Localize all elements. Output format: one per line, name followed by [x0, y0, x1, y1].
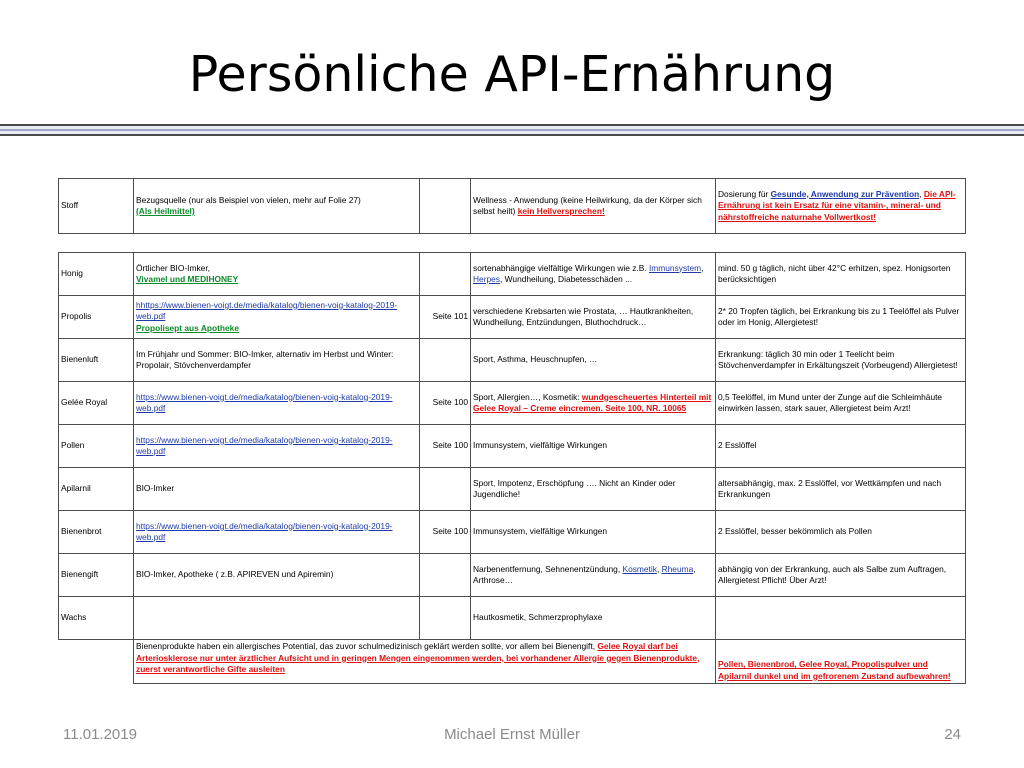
- cell-seite: [420, 554, 471, 597]
- link-herpes[interactable]: Herpes: [473, 274, 500, 284]
- cell-seite: [420, 339, 471, 382]
- table-row-pollen: [59, 425, 966, 468]
- cell-bezug: BIO-Imker: [134, 468, 420, 511]
- header-dosierung-red: Die API-Ernährung ist kein Ersatz für eine vitamin-, mineral- und nährstoffreiche naturnahe Vollwertkost!: [718, 188, 956, 222]
- header-wellness-text: Wellness - Anwendung (keine Heilwirkung, da der Körper sich selbst heilt): [473, 194, 702, 216]
- cell-wellness: Immunsystem, vielfältige Wirkungen: [471, 511, 716, 554]
- cell-aufbewahrung: [716, 640, 966, 684]
- catalog-link[interactable]: https://www.bienen-voigt.de/media/katalog/bienen-voig-katalog-2019-web.pdf: [136, 520, 393, 542]
- header-bezug-text: Bezugsquelle (nur als Beispiel von vielen, mehr auf Folie 27): [136, 194, 361, 205]
- wellness-sep: ,: [656, 563, 662, 574]
- cell-seite: Seite 101: [420, 296, 471, 339]
- cell-seite: [420, 468, 471, 511]
- table-row-apilarnil: [59, 468, 966, 511]
- cell-bezug: [134, 253, 420, 296]
- table-row-wachs: [59, 597, 966, 640]
- bezug-green-link[interactable]: Propolisept aus Apotheke: [136, 322, 239, 333]
- header-wellness: [471, 179, 716, 234]
- table-row-propolis: [59, 296, 966, 339]
- title-divider: [0, 124, 1024, 136]
- cell-dosierung: 2* 20 Tropfen täglich, bei Erkrankung bis zu 1 Teelöffel als Pulver oder im Honig, Allergietest!: [716, 296, 966, 339]
- header-dosierung-sep: ,: [919, 188, 924, 199]
- hinweis-text: Bienenprodukte haben ein allergisches Potential, das zuvor schulmedizinisch geklärt werden sollte, vor allem bei Bienengift,: [136, 641, 598, 651]
- footer-date: 11.01.2019: [63, 726, 137, 743]
- footer-page-number: 24: [944, 726, 961, 743]
- cell-wellness: Hautkosmetik, Schmerzprophylaxe: [471, 597, 716, 640]
- cell-seite: [420, 597, 471, 640]
- cell-seite: Seite 100: [420, 425, 471, 468]
- table-row-hinweis: [59, 640, 966, 684]
- cell-bezug: [134, 597, 420, 640]
- wellness-text: Narbenentfernung, Sehnenentzündung,: [473, 563, 623, 574]
- catalog-link[interactable]: hhttps://www.bienen-voigt.de/media/katalog/bienen-voig-katalog-2019-web.pdf: [136, 299, 398, 322]
- cell-dosierung: 2 Esslöffel: [716, 425, 966, 468]
- cell-empty: [59, 640, 134, 684]
- wellness-text: Sport, Allergien…, Kosmetik:: [473, 391, 582, 402]
- cell-bezug: Im Frühjahr und Sommer: BIO-Imker, alternativ im Herbst und Winter: Propolair, Stövchenverdampfer: [134, 339, 420, 382]
- cell-stoff: Wachs: [59, 597, 134, 640]
- link-kosmetik[interactable]: Kosmetik: [622, 563, 657, 574]
- cell-wellness: Sport, Impotenz, Erschöpfung …. Nicht an Kinder oder Jugendliche!: [471, 468, 716, 511]
- cell-stoff: Bienengift: [59, 554, 134, 597]
- wellness-post: , Wundheilung, Diabetesschäden ...: [500, 274, 633, 284]
- header-dosierung: [716, 179, 966, 234]
- wellness-text: sortenabhängige vielfältige Wirkungen wie z.B.: [473, 262, 649, 273]
- table-row-bienenluft: [59, 339, 966, 382]
- wellness-red: wundgescheuertes Hinterteil mit Gelee Royal – Creme eincremen. Seite 100, NR. 10065: [473, 391, 712, 413]
- cell-stoff: Bienenbrot: [59, 511, 134, 554]
- cell-dosierung: 0,5 Teelöffel, im Mund unter der Zunge auf die Schleimhäute einwirken lassen, stark sauer, Allergietest beim Arzt!: [716, 382, 966, 425]
- cell-wellness: [471, 554, 716, 597]
- cell-stoff: Propolis: [59, 296, 134, 339]
- aufbewahrung-red: Pollen, Bienenbrod, Gelee Royal, Propolispulver und Apilarnil dunkel und im gefrorenem Zustand aufbewahren!: [718, 659, 951, 681]
- cell-dosierung: 2 Esslöffel, besser bekömmlich als Pollen: [716, 511, 966, 554]
- cell-stoff: Gelée Royal: [59, 382, 134, 425]
- cell-stoff: Pollen: [59, 425, 134, 468]
- cell-seite: [420, 253, 471, 296]
- header-dosierung-link[interactable]: Gesunde, Anwendung zur Prävention: [770, 188, 920, 199]
- table-row-bienengift: [59, 554, 966, 597]
- cell-bezug: [134, 296, 420, 339]
- bezug-text: Örtlicher BIO-Imker,: [136, 262, 210, 273]
- header-row: [59, 179, 966, 234]
- header-wellness-red: kein Heilversprechen!: [517, 206, 605, 216]
- table-row-bienenbrot: [59, 511, 966, 554]
- cell-seite: Seite 100: [420, 382, 471, 425]
- catalog-link[interactable]: https://www.bienen-voigt.de/media/katalog/bienen-voig-katalog-2019-web.pdf: [136, 434, 393, 456]
- cell-dosierung: altersabhängig, max. 2 Esslöffel, vor Wettkämpfen und nach Erkrankungen: [716, 468, 966, 511]
- table-row-honig: [59, 253, 966, 296]
- header-table: [58, 178, 966, 234]
- header-stoff: Stoff: [59, 179, 134, 234]
- cell-dosierung: [716, 597, 966, 640]
- cell-stoff: Bienenluft: [59, 339, 134, 382]
- link-rheuma[interactable]: Rheuma: [661, 563, 694, 574]
- bezug-green-link[interactable]: Vivamel und MEDIHONEY: [136, 274, 239, 284]
- table-row-gelee-royal: [59, 382, 966, 425]
- cell-bezug: [134, 425, 420, 468]
- slide-title: Persönliche API-Ernährung: [188, 46, 836, 103]
- cell-wellness: [471, 253, 716, 296]
- cell-wellness: [471, 382, 716, 425]
- wellness-sep: ,: [701, 262, 704, 273]
- cell-dosierung: mind. 50 g täglich, nicht über 42°C erhitzen, spez. Honigsorten berücksichtigen: [716, 253, 966, 296]
- footer-author: Michael Ernst Müller: [444, 726, 580, 743]
- hinweis-red: Gelee Royal darf bei Arteriosklerose nur unter ärztlicher Aufsicht und in geringen Mengen eingenommen werden, bei vorhandener Allergie gegen Bienenprodukte, zuerst verantwortliche Gifte ausleiten: [136, 641, 700, 674]
- link-immunsystem[interactable]: Immunsystem: [648, 262, 702, 273]
- cell-wellness: Sport, Asthma, Heuschnupfen, …: [471, 339, 716, 382]
- cell-bezug: BIO-Imker, Apotheke ( z.B. APIREVEN und Apiremin): [134, 554, 420, 597]
- cell-dosierung: abhängig von der Erkrankung, auch als Salbe zum Auftragen, Allergietest Pflicht! Über Arzt!: [716, 554, 966, 597]
- header-bezugsquelle: [134, 179, 420, 234]
- cell-wellness: verschiedene Krebsarten wie Prostata, … Hautkrankheiten, Wundheilung, Entzündungen, Bluthochdruck…: [471, 296, 716, 339]
- cell-dosierung: Erkrankung: täglich 30 min oder 1 Teelicht beim Stövchenverdampfer in Erkältungszeit (Vorbeugend) Allergietest!: [716, 339, 966, 382]
- cell-bezug: [134, 382, 420, 425]
- wellness-post: , Arthrose…: [473, 563, 696, 585]
- cell-stoff: Apilarnil: [59, 468, 134, 511]
- cell-seite: Seite 100: [420, 511, 471, 554]
- cell-hinweis: [134, 640, 716, 684]
- cell-bezug: [134, 511, 420, 554]
- products-table: [58, 252, 966, 684]
- header-dosierung-pre: Dosierung für: [718, 188, 771, 199]
- header-empty: [420, 179, 471, 234]
- cell-stoff: Honig: [59, 253, 134, 296]
- catalog-link[interactable]: https://www.bienen-voigt.de/media/katalog/bienen-voig-katalog-2019-web.pdf: [136, 391, 393, 413]
- cell-wellness: Immunsystem, vielfältige Wirkungen: [471, 425, 716, 468]
- header-bezug-link[interactable]: (Als Heilmittel): [136, 206, 195, 216]
